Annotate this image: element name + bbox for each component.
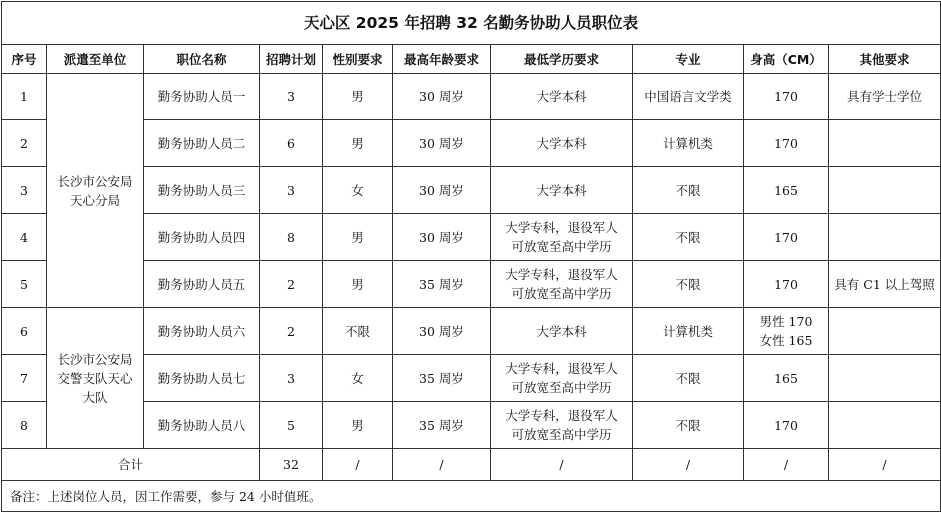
height-requirement — [744, 120, 829, 167]
gender-requirement: 男 — [323, 120, 393, 167]
education-requirement — [491, 355, 633, 402]
column-header: 最高年龄要求 — [393, 45, 491, 74]
column-header: 职位名称 — [144, 45, 260, 74]
education-requirement — [491, 402, 633, 449]
column-header: 最低学历要求 — [491, 45, 633, 74]
plan-count: 6 — [260, 120, 323, 167]
height-line: 170 — [774, 276, 798, 292]
table-row — [2, 74, 941, 120]
total-empty: / — [744, 449, 829, 481]
plan-count: 2 — [260, 261, 323, 308]
column-header: 其他要求 — [829, 45, 941, 74]
unit-line: 交警支队天心 — [57, 370, 133, 386]
education-requirement — [491, 120, 633, 167]
age-requirement: 30 周岁 — [393, 308, 491, 355]
education-requirement — [491, 74, 633, 120]
height-requirement — [744, 214, 829, 261]
unit-line: 长沙市公安局 — [57, 173, 133, 189]
education-line: 可放宽至高中学历 — [511, 286, 612, 301]
total-empty: / — [633, 449, 744, 481]
age-requirement: 30 周岁 — [393, 214, 491, 261]
height-line: 165 — [774, 370, 798, 386]
education-requirement — [491, 167, 633, 214]
unit-cell — [47, 308, 144, 449]
column-header: 派遣至单位 — [47, 45, 144, 74]
position-name: 勤务协助人员五 — [144, 261, 260, 308]
major-requirement: 不限 — [633, 214, 744, 261]
height-requirement — [744, 308, 829, 355]
major-requirement: 不限 — [633, 261, 744, 308]
row-number: 2 — [2, 120, 47, 167]
other-requirement — [829, 402, 941, 449]
row-number: 5 — [2, 261, 47, 308]
height-requirement — [744, 355, 829, 402]
major-requirement: 不限 — [633, 167, 744, 214]
column-header: 序号 — [2, 45, 47, 74]
major-requirement: 计算机类 — [633, 308, 744, 355]
gender-requirement: 男 — [323, 74, 393, 120]
height-requirement — [744, 167, 829, 214]
column-header: 专业 — [633, 45, 744, 74]
height-line: 170 — [774, 417, 798, 433]
education-line: 大学本科 — [536, 182, 587, 198]
total-row — [2, 449, 941, 481]
plan-count: 8 — [260, 214, 323, 261]
education-line: 可放宽至高中学历 — [511, 380, 612, 395]
education-line: 大学专科，退役军人 — [505, 361, 618, 376]
height-line: 男性 170 — [759, 314, 813, 329]
other-requirement — [829, 167, 941, 214]
plan-count: 3 — [260, 74, 323, 120]
education-requirement — [491, 214, 633, 261]
table-row — [2, 308, 941, 355]
gender-requirement: 男 — [323, 402, 393, 449]
major-requirement: 中国语言文学类 — [633, 74, 744, 120]
page-title: 天心区 2025 年招聘 32 名勤务协助人员职位表 — [2, 2, 941, 45]
education-line: 大学专科，退役军人 — [505, 267, 618, 282]
gender-requirement: 男 — [323, 261, 393, 308]
major-requirement: 不限 — [633, 402, 744, 449]
age-requirement: 30 周岁 — [393, 167, 491, 214]
row-number: 7 — [2, 355, 47, 402]
unit-cell — [47, 74, 144, 308]
other-requirement — [829, 214, 941, 261]
column-header: 性别要求 — [323, 45, 393, 74]
plan-count: 2 — [260, 308, 323, 355]
age-requirement: 35 周岁 — [393, 261, 491, 308]
major-requirement: 不限 — [633, 355, 744, 402]
recruitment-table — [1, 1, 941, 512]
education-line: 可放宽至高中学历 — [511, 427, 612, 442]
position-name: 勤务协助人员一 — [144, 74, 260, 120]
education-line: 大学本科 — [536, 89, 587, 104]
total-empty: / — [491, 449, 633, 481]
row-number: 8 — [2, 402, 47, 449]
row-number: 3 — [2, 167, 47, 214]
education-line: 大学本科 — [536, 323, 587, 339]
total-empty: / — [829, 449, 941, 481]
gender-requirement: 男 — [323, 214, 393, 261]
unit-line: 大队 — [82, 389, 108, 405]
gender-requirement: 女 — [323, 167, 393, 214]
height-line: 170 — [774, 89, 798, 104]
height-line: 女性 165 — [759, 333, 813, 348]
other-requirement: 具有 C1 以上驾照 — [829, 261, 941, 308]
total-empty: / — [323, 449, 393, 481]
position-name: 勤务协助人员三 — [144, 167, 260, 214]
education-line: 大学专科，退役军人 — [505, 408, 618, 423]
height-requirement — [744, 261, 829, 308]
total-empty: / — [393, 449, 491, 481]
total-plan: 32 — [260, 449, 323, 481]
unit-line: 天心分局 — [69, 192, 120, 208]
total-label: 合计 — [2, 449, 260, 481]
column-header: 身高（CM） — [744, 45, 829, 74]
other-requirement — [829, 120, 941, 167]
other-requirement — [829, 308, 941, 355]
row-number: 4 — [2, 214, 47, 261]
footnote: 备注：上述岗位人员，因工作需要，参与 24 小时值班。 — [2, 481, 941, 512]
education-requirement — [491, 261, 633, 308]
gender-requirement: 不限 — [323, 308, 393, 355]
education-line: 可放宽至高中学历 — [511, 239, 612, 254]
plan-count: 5 — [260, 402, 323, 449]
position-name: 勤务协助人员六 — [144, 308, 260, 355]
height-line: 170 — [774, 229, 798, 245]
education-line: 大学本科 — [536, 135, 587, 151]
age-requirement: 30 周岁 — [393, 120, 491, 167]
other-requirement: 具有学士学位 — [829, 74, 941, 120]
row-number: 6 — [2, 308, 47, 355]
column-header: 招聘计划 — [260, 45, 323, 74]
position-name: 勤务协助人员四 — [144, 214, 260, 261]
row-number: 1 — [2, 74, 47, 120]
height-line: 170 — [774, 135, 798, 151]
position-name: 勤务协助人员二 — [144, 120, 260, 167]
header-row — [2, 45, 941, 74]
education-requirement — [491, 308, 633, 355]
unit-line: 长沙市公安局 — [57, 351, 133, 367]
position-name: 勤务协助人员八 — [144, 402, 260, 449]
height-line: 165 — [774, 182, 798, 198]
age-requirement: 35 周岁 — [393, 402, 491, 449]
height-requirement — [744, 402, 829, 449]
education-line: 大学专科，退役军人 — [505, 220, 618, 235]
position-name: 勤务协助人员七 — [144, 355, 260, 402]
age-requirement: 35 周岁 — [393, 355, 491, 402]
age-requirement: 30 周岁 — [393, 74, 491, 120]
major-requirement: 计算机类 — [633, 120, 744, 167]
plan-count: 3 — [260, 167, 323, 214]
other-requirement — [829, 355, 941, 402]
gender-requirement: 女 — [323, 355, 393, 402]
height-requirement — [744, 74, 829, 120]
plan-count: 3 — [260, 355, 323, 402]
